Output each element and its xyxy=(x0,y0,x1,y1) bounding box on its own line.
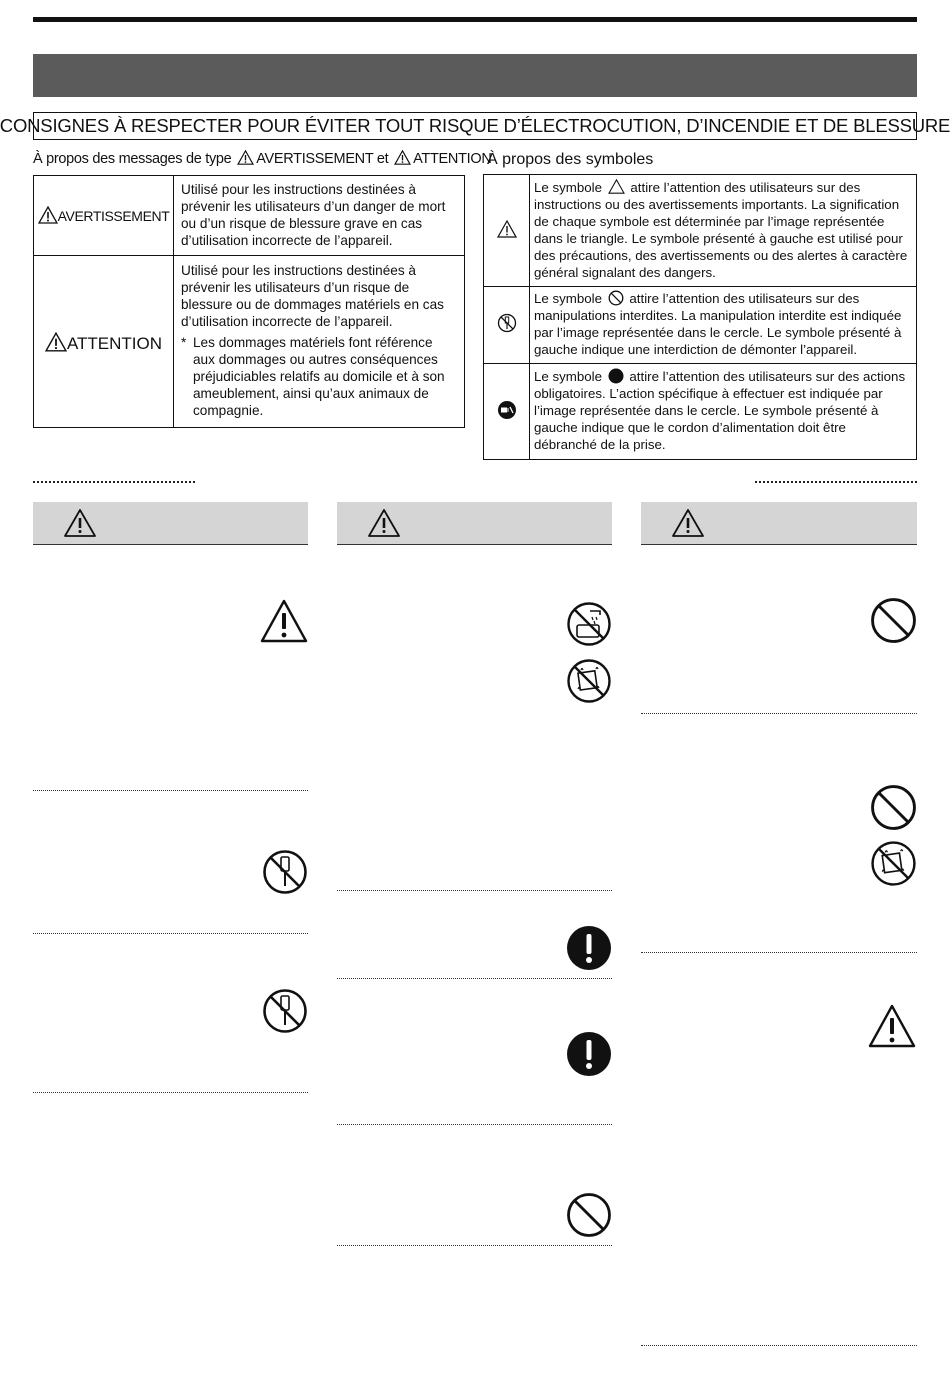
symbol-desc-pre: Le symbole xyxy=(534,179,602,195)
symbol-description xyxy=(530,287,917,364)
table-row xyxy=(484,287,917,364)
dotted-separator xyxy=(641,952,917,953)
table-row xyxy=(34,256,465,428)
messages-heading-warning: AVERTISSEMENT xyxy=(256,151,374,167)
dotted-separator xyxy=(33,933,308,934)
filled-circle-icon xyxy=(608,368,624,384)
dotted-separator xyxy=(755,481,917,483)
warning-triangle-icon xyxy=(367,508,401,538)
dotted-separator xyxy=(641,1345,917,1346)
section-banner xyxy=(33,54,917,97)
symbol-desc-post: attire l’attention des utilisateurs sur des instructions ou des avertissements importants. La signification de chaque symbole est déterminée par l’image représentée dans le triangle. Le symbole présenté à gauche est utilisé pour des précautions, des avertissements ou des alertes à caractère général signalant des dangers. xyxy=(534,179,908,280)
note-asterisk: * xyxy=(181,335,187,350)
dotted-separator xyxy=(33,1092,308,1093)
messages-table xyxy=(33,175,465,428)
warning-triangle-icon xyxy=(394,150,411,165)
caution-label: ATTENTION xyxy=(66,333,163,353)
no-wet-hands-icon xyxy=(870,840,917,887)
dotted-separator xyxy=(641,713,917,714)
dotted-separator xyxy=(33,790,308,791)
safety-title: CONSIGNES À RESPECTER POUR ÉVITER TOUT RISQUE D’ÉLECTROCUTION, D’INCENDIE ET DE BLESSURE xyxy=(33,112,917,140)
prohibited-icon xyxy=(870,784,917,831)
no-water-icon xyxy=(566,601,612,647)
triangle-outline-icon xyxy=(608,179,625,194)
symbol-description xyxy=(530,364,917,460)
symbol-desc-post: attire l’attention des utilisateurs sur des actions obligatoires. L’action spécifique à effectuer est indiquée par l’image représentée dans le cercle. Le symbole présenté à gauche indique que le cordon d’alimentation doit être débranché de la prise. xyxy=(534,369,906,452)
prohibited-icon xyxy=(566,1192,612,1238)
no-disassemble-icon xyxy=(262,849,308,895)
dotted-separator xyxy=(33,481,195,483)
mandatory-icon xyxy=(566,925,612,971)
table-row xyxy=(484,364,917,460)
column-header xyxy=(337,502,612,545)
caution-description-cell xyxy=(174,256,465,428)
dotted-separator xyxy=(337,1245,612,1246)
caution-note xyxy=(181,334,458,419)
dotted-separator xyxy=(337,978,612,979)
mandatory-icon xyxy=(566,1031,612,1077)
symbol-desc-pre: Le symbole xyxy=(534,369,602,384)
dotted-separator xyxy=(337,1124,612,1125)
no-disassemble-icon xyxy=(262,988,308,1034)
warning-description: Utilisé pour les instructions destinées à prévenir les utilisateurs d’un danger de mort ou d’un risque de blessure grave en cas d’utilisation incorrecte de l’appareil. xyxy=(174,176,465,256)
symbol-description xyxy=(530,175,917,287)
symbol-desc-post: attire l’attention des utilisateurs sur des manipulations interdites. La manipulation interdite est indiquée par l’image représentée dans le cercle. Le symbole présenté à gauche indique une interdiction de démonter l’appareil. xyxy=(534,291,902,357)
note-text: Les dommages matériels font référence aux dommages ou autres conséquences préjudiciables relatifs au domicile et à son ameublement, ainsi qu’aux animaux de compagnie. xyxy=(193,335,445,418)
prohibited-icon xyxy=(608,290,624,306)
column-header xyxy=(33,502,308,545)
no-disassemble-icon xyxy=(497,313,517,333)
table-row xyxy=(34,176,465,256)
symbol-icon-cell xyxy=(484,364,530,460)
warning-triangle-icon xyxy=(497,220,517,238)
table-row xyxy=(484,175,917,287)
messages-heading-and: et xyxy=(376,151,389,167)
symbol-icon-cell xyxy=(484,287,530,364)
warning-label: AVERTISSEMENT xyxy=(57,208,170,224)
no-wet-hands-icon xyxy=(566,658,612,704)
caution-description: Utilisé pour les instructions destinées à prévenir les utilisateurs d’un risque de blessure ou de dommages matériels en cas d’utilisation incorrecte de l’appareil. xyxy=(181,263,444,329)
warning-triangle-icon xyxy=(671,508,705,538)
symbols-table xyxy=(483,174,917,460)
unplug-icon xyxy=(497,400,517,420)
messages-heading-prefix: À propos des messages de type xyxy=(33,151,232,167)
warning-triangle-icon xyxy=(38,206,58,224)
messages-heading xyxy=(33,150,492,167)
warning-triangle-icon xyxy=(45,332,67,352)
top-rule xyxy=(33,17,917,22)
warning-triangle-icon xyxy=(259,598,309,644)
warning-triangle-icon xyxy=(237,150,254,165)
symbols-heading: À propos des symboles xyxy=(487,151,654,168)
column-header xyxy=(641,502,917,545)
warning-triangle-icon xyxy=(867,1003,917,1049)
dotted-separator xyxy=(337,890,612,891)
symbol-icon-cell xyxy=(484,175,530,287)
caution-label-cell xyxy=(34,256,174,428)
warning-label-cell xyxy=(34,176,174,256)
warning-triangle-icon xyxy=(63,508,97,538)
prohibited-icon xyxy=(870,597,917,644)
symbol-desc-pre: Le symbole xyxy=(534,291,602,306)
messages-heading-caution: ATTENTION xyxy=(413,151,492,167)
